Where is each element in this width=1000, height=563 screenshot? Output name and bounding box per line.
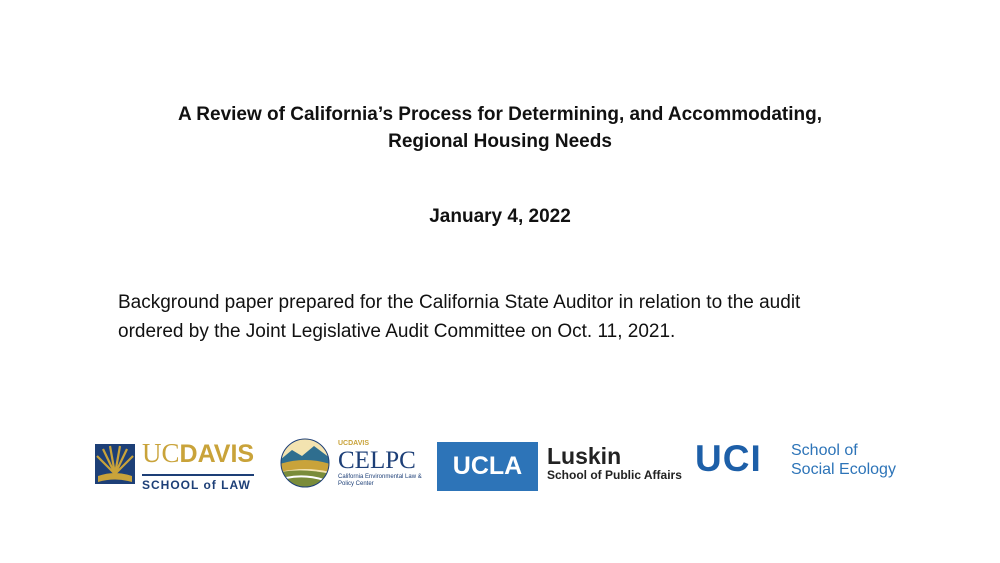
ucdavis-davis: DAVIS: [179, 440, 255, 468]
document-date: January 4, 2022: [429, 206, 571, 227]
luskin-wordmark: Luskin: [547, 443, 622, 469]
ucdavis-uc: UC: [142, 438, 180, 468]
ucdavis-law-logo: [142, 440, 254, 492]
uci-school-line-2: Social Ecology: [791, 461, 896, 478]
document-title: [0, 101, 1000, 155]
celpc-landscape-icon: [280, 438, 330, 488]
title-line-2: Regional Housing Needs: [388, 131, 612, 152]
uci-school-name: [791, 441, 921, 479]
uci-logo: UCI: [695, 438, 762, 479]
ucdavis-wordmark: [142, 440, 254, 468]
celpc-subtitle: California Environmental Law & Policy Center: [338, 474, 422, 487]
celpc-wordmark: CELPC: [338, 447, 416, 474]
document-body: [118, 288, 918, 346]
body-line-1: Background paper prepared for the California State Auditor in relation to the audit: [118, 292, 801, 313]
luskin-subtitle: School of Public Affairs: [547, 468, 682, 482]
ucdavis-sunburst-icon: [95, 444, 135, 484]
celpc-logo: [338, 440, 428, 488]
celpc-ucdavis-label: UCDAVIS: [338, 440, 369, 447]
ucdavis-school-of-law: SCHOOL of LAW: [142, 474, 254, 492]
logo-strip: [95, 438, 925, 498]
title-line-1: A Review of California’s Process for Determining, and Accommodating,: [177, 104, 822, 125]
luskin-logo: [547, 444, 682, 482]
ucla-logo: UCLA: [437, 442, 538, 491]
body-line-2: ordered by the Joint Legislative Audit Committee on Oct. 11, 2021.: [118, 321, 676, 342]
uci-school-line-1: School of: [791, 442, 858, 459]
